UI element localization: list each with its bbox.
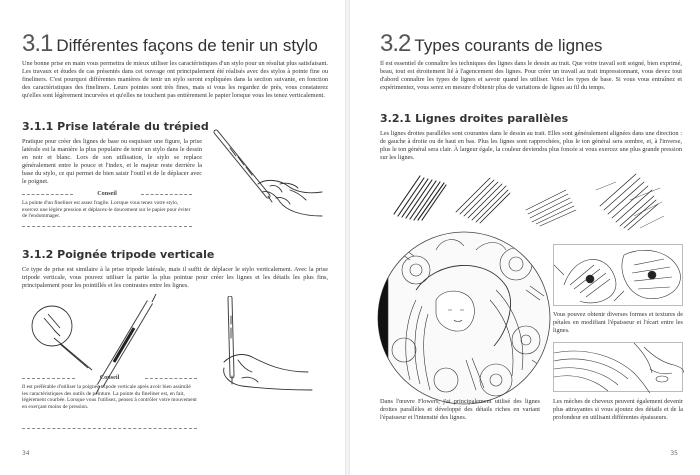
tip1-title: Conseil [22,190,192,197]
right-page-title [380,30,602,58]
flowers-circular-artwork [376,230,552,406]
petal-texture-closeup-image [553,244,683,306]
right-page [350,0,700,475]
section-heading-parallel-lines: 3.2.1 Lignes droites parallèles [380,112,569,125]
vertical-grip-hand-illustration [212,296,322,396]
left-title-text: Différentes façons de tenir un stylo [56,36,318,55]
left-intro-paragraph: Une bonne prise en main vous permettra de mieux utiliser les caractéristiques d'un stylo pour un résultat plus satisfaisant. Les travaux et études de cas présentés dans cet ouvrage ont principalement été réalisés avec des stylos à pointe fine ou fineliners. C'est pourquoi différentes manières de tenir un stylo seront expliquées dans la section suivante, en fonction des caractéristiques des fineliners. Leurs pointes sont très fines, mais si vous les regardez de près, vous constaterez qu'elles sont légèrement incurvées et qu'elles ne touchent pas entièrement le papier lorsque vous les tenez verticalement. [22,60,328,100]
parallel-lines-hatching-samples [390,170,690,238]
left-page [0,0,345,475]
tip-box-1 [22,190,192,220]
left-page-title [22,30,318,58]
tip2-title: Conseil [22,374,197,381]
section-heading-vertical-tripod: 3.1.2 Poignée tripode verticale [22,248,215,261]
right-title-text: Types courants de lignes [414,36,603,55]
section-lateral-tripod-text: Pratique pour créer des lignes de base ou esquisser une figure, la prise latérale est la manière la plus populaire de tenir un stylo dans le dessin en noir et blanc. Lors de son utilisation, le stylo se replace généralement entre le pouce et l'index, et le majeur reste derrière la base du stylo, ce qui permet de bien saisir l'outil et de le déplacer avec le poignet. [22,138,202,186]
left-page-number: 34 [22,450,30,457]
caption-petal-textures: Vous pouvez obtenir diverses formes et textures de pétales en modifiant l'épaisseur et l'écart entre les lignes. [553,311,683,335]
right-intro-paragraph: Il est essentiel de connaître les techniques des lignes dans le dessin au trait. Que votre travail soit soigné, bien exprimé, beau, tout est étroitement lié à l'agencement des lignes. Pour créer un travail au trait impressionnant, vous devez tout d'abord connaître les types de lignes et savoir quand les utiliser. Voici les types de base. Si vous vous entraînez et expérimentez, vous serez en mesure d'obtenir plus de variations de lignes au fil du temps. [380,60,682,92]
tip2-text: Il est préférable d'utiliser la poignée tripode verticale après avoir bien assimilé les caractéristiques des outils de peinture. La pointe du fineliner est, en fait, légèrement courbée. Lorsque vous l'utilisez, pensez à contrôler votre mouvement en exerçant moins de pression. [22,384,197,411]
right-page-number: 35 [670,450,678,457]
tip1-bottom-rule [22,226,192,227]
lateral-grip-hand-illustration [210,126,330,226]
tip1-text: La pointe d'un fineliner est assez fragile. Lorsque vous tenez votre stylo, exercez une légère pression et déplacez-le doucement sur le papier pour éviter de l'endommager. [22,200,191,220]
section-parallel-lines-text: Les lignes droites parallèles sont courantes dans le dessin au trait. Elles sont généralement alignées dans une direction : de gauche à droite ou de haut en bas. Plus les lignes sont rapprochées, plus le ton général sera sombre, et, à l'inverse, plus le ton général sera clair. À largeur égale, la couleur deviendra plus foncée si vous exercez une plus grande pression sur les lignes. [380,130,682,162]
section-vertical-tripod-text: Ce type de prise est similaire à la prise tripode latérale, mais il suffit de déplacer le stylo verticalement. Avec la prise tripode verticale, vous pouvez utiliser la partie la plus pointue pour créer les lignes et les détails les plus fins, principalement pour les pointillés et les contrastes entre les lignes. [22,266,328,290]
right-title-number: 3.2 [380,30,411,57]
left-title-number: 3.1 [22,30,53,57]
caption-hair-strands: Les mèches de cheveux peuvent également devenir plus attrayantes si vous ajoutez des détails et de la profondeur en utilisant différentes épaisseurs. [553,398,683,422]
caption-flowers-artwork: Dans l'œuvre Flowers, j'ai principalement utilisé des lignes droites parallèles et développé des détails riches en variant l'épaisseur et l'intensité des lignes. [380,398,540,422]
tip2-bottom-rule [22,428,197,429]
tip-box-2 [22,374,197,411]
section-heading-lateral-tripod: 3.1.1 Prise latérale du trépied [22,120,209,133]
hair-strands-closeup-image [553,342,683,392]
